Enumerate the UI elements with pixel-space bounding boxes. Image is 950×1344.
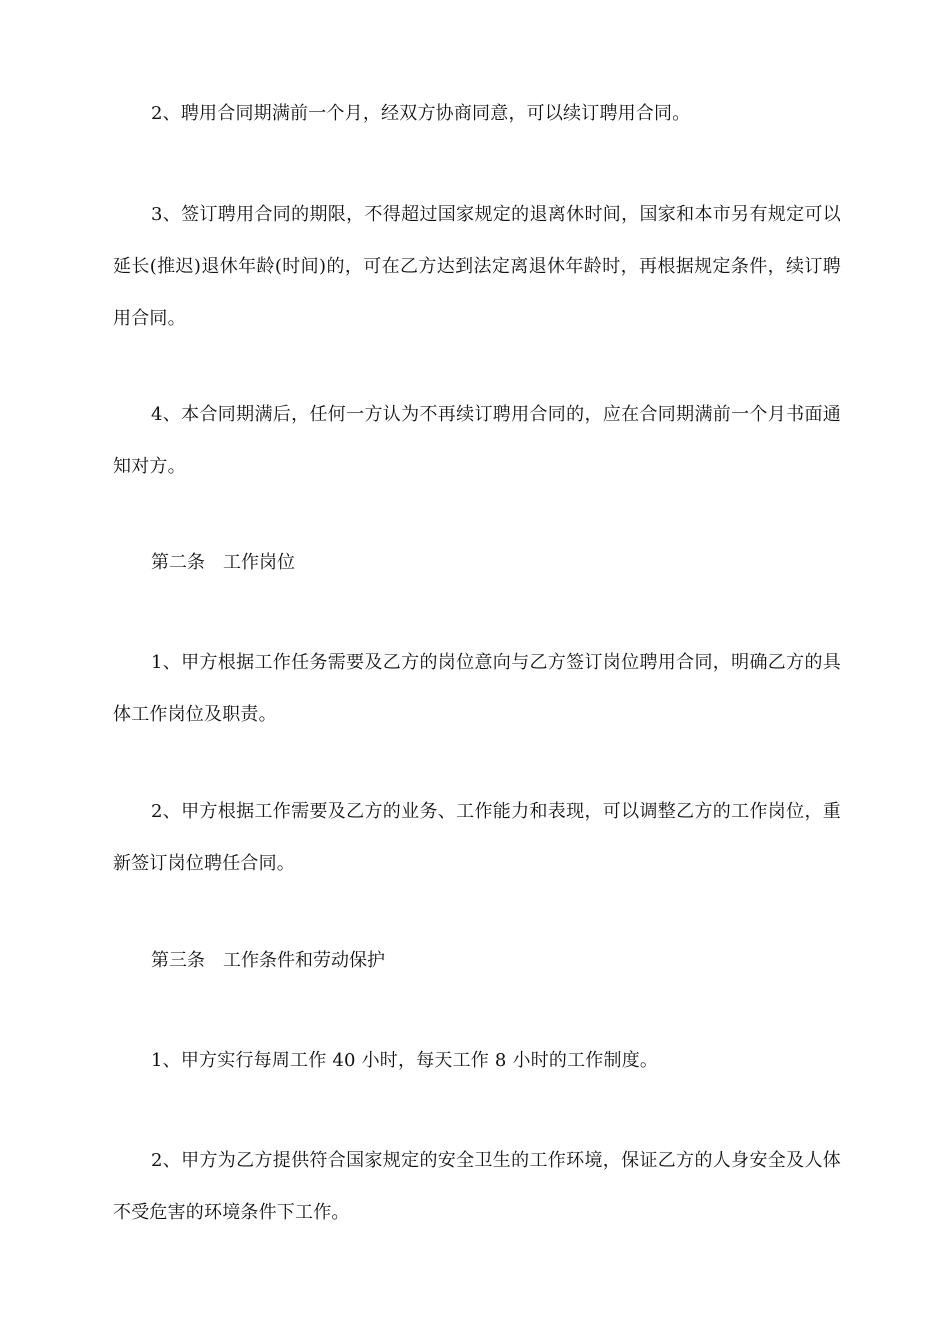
paragraph-position-adjust: 2、甲方根据工作需要及乙方的业务、工作能力和表现，可以调整乙方的工作岗位，重新签订岗位聘任合同。 [113, 801, 841, 874]
paragraph-work-hours: 1、甲方实行每周工作 40 小时，每天工作 8 小时的工作制度。 [151, 1050, 659, 1071]
paragraph-notice: 4、本合同期满后，任何一方认为不再续订聘用合同的，应在合同期满前一个月书面通知对方。 [113, 404, 841, 477]
paragraph-renewal: 2、聘用合同期满前一个月，经双方协商同意，可以续订聘用合同。 [151, 103, 691, 124]
paragraph-term-limit: 3、签订聘用合同的期限，不得超过国家规定的退离休时间，国家和本市另有规定可以延长(推迟)退休年龄(时间)的，可在乙方达到法定离退休年龄时，再根据规定条件，续订聘用合同。 [113, 204, 841, 329]
article-2-heading: 第二条 工作岗位 [151, 552, 295, 573]
paragraph-safety: 2、甲方为乙方提供符合国家规定的安全卫生的工作环境，保证乙方的人身安全及人体不受危害的环境条件下工作。 [113, 1150, 841, 1223]
article-3-heading: 第三条 工作条件和劳动保护 [151, 950, 385, 971]
paragraph-position-contract: 1、甲方根据工作任务需要及乙方的岗位意向与乙方签订岗位聘用合同，明确乙方的具体工作岗位及职责。 [113, 652, 841, 725]
